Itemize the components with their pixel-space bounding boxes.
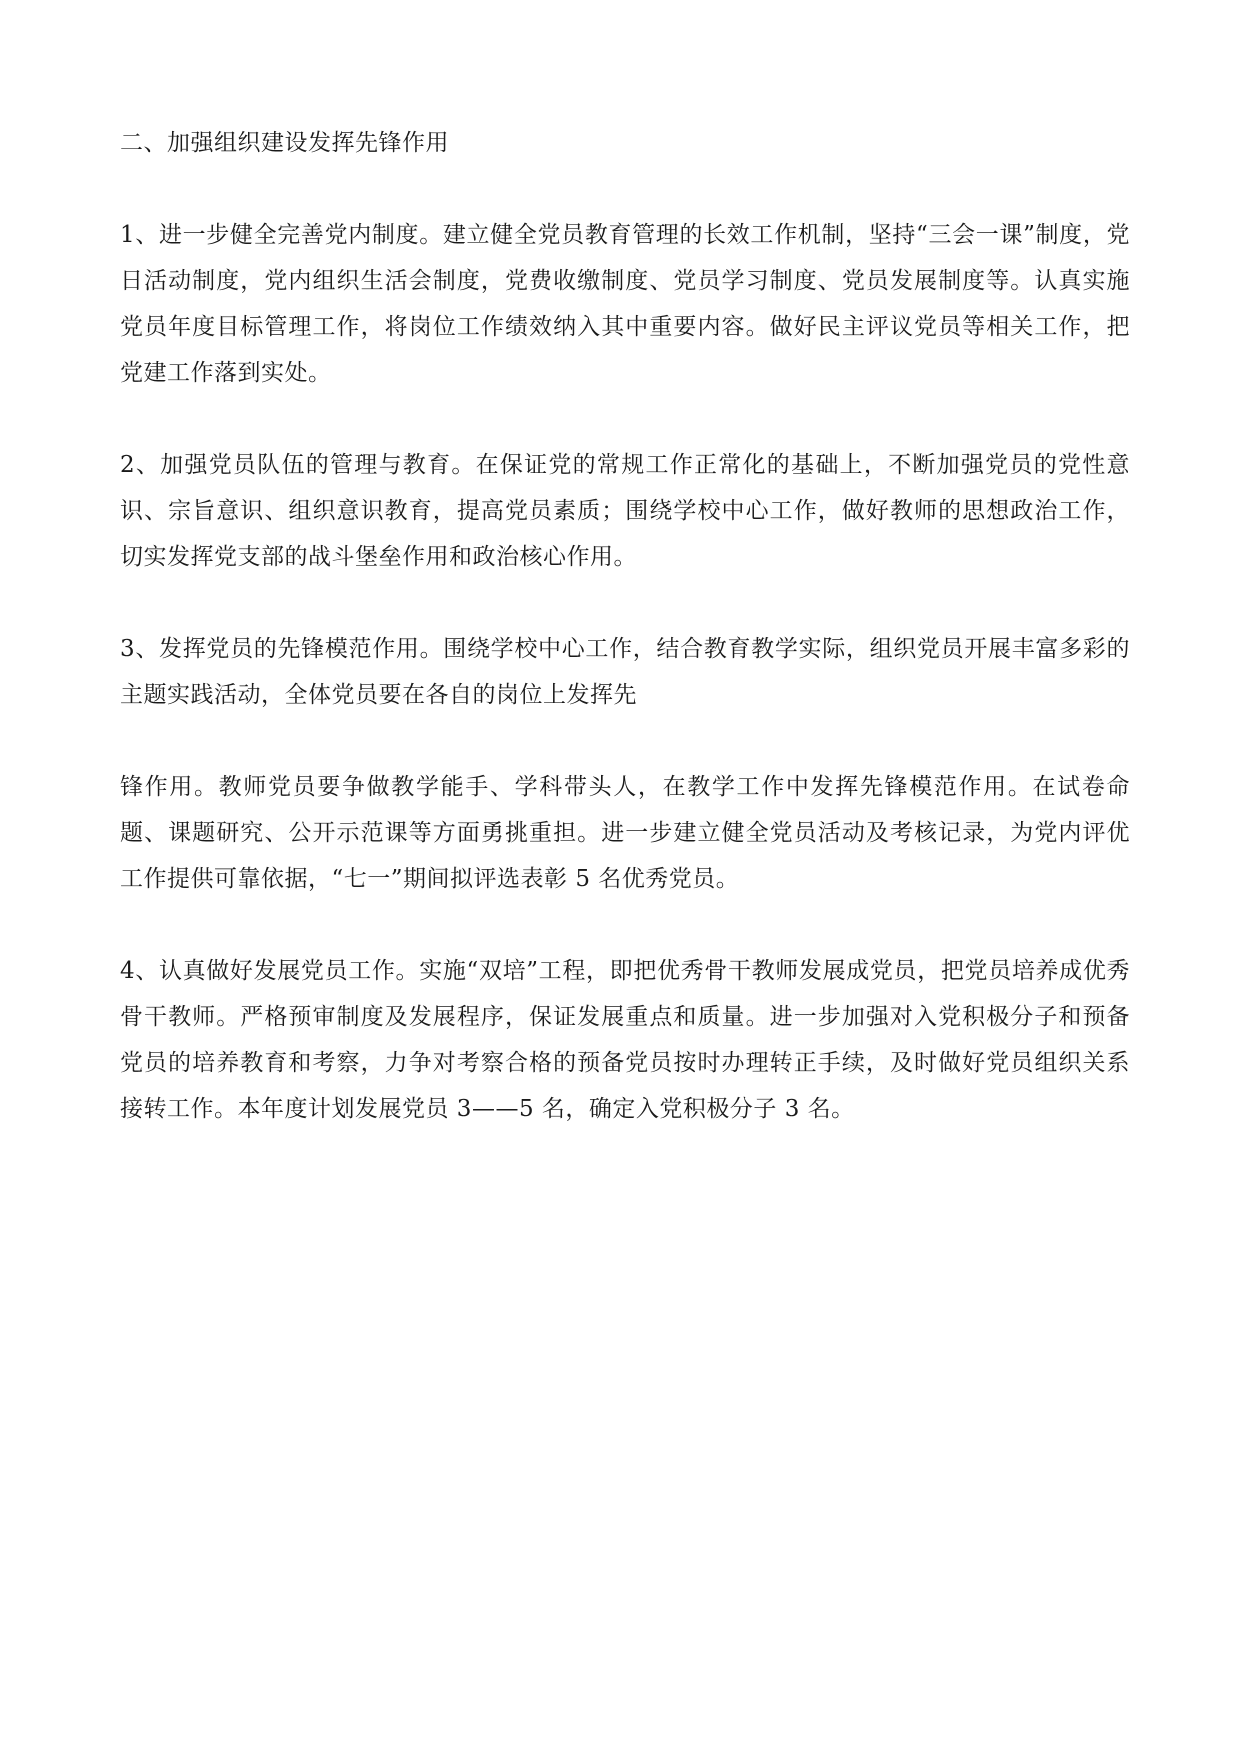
document-body	[120, 120, 1130, 1178]
section-heading: 二、加强组织建设发挥先锋作用	[120, 130, 449, 156]
paragraph-2: 2、加强党员队伍的管理与教育。在保证党的常规工作正常化的基础上，不断加强党员的党性意识、宗旨意识、组织意识教育，提高党员素质；围绕学校中心工作，做好教师的思想政治工作，切实发挥党支部的战斗堡垒作用和政治核心作用。	[120, 452, 1130, 570]
paragraph-3: 3、发挥党员的先锋模范作用。围绕学校中心工作，结合教育教学实际，组织党员开展丰富多彩的主题实践活动，全体党员要在各自的岗位上发挥先	[120, 636, 1130, 708]
paragraph-3-continued: 锋作用。教师党员要争做教学能手、学科带头人，在教学工作中发挥先锋模范作用。在试卷命题、课题研究、公开示范课等方面勇挑重担。进一步建立健全党员活动及考核记录，为党内评优工作提供可靠依据，“七一”期间拟评选表彰 5 名优秀党员。	[120, 774, 1130, 892]
paragraph-4: 4、认真做好发展党员工作。实施“双培”工程，即把优秀骨干教师发展成党员，把党员培养成优秀骨干教师。严格预审制度及发展程序，保证发展重点和质量。进一步加强对入党积极分子和预备党员的培养教育和考察，力争对考察合格的预备党员按时办理转正手续，及时做好党员组织关系接转工作。本年度计划发展党员 3——5 名，确定入党积极分子 3 名。	[120, 958, 1130, 1122]
paragraph-1: 1、进一步健全完善党内制度。建立健全党员教育管理的长效工作机制，坚持“三会一课”制度，党日活动制度，党内组织生活会制度，党费收缴制度、党员学习制度、党员发展制度等。认真实施党员年度目标管理工作，将岗位工作绩效纳入其中重要内容。做好民主评议党员等相关工作，把党建工作落到实处。	[120, 222, 1130, 386]
